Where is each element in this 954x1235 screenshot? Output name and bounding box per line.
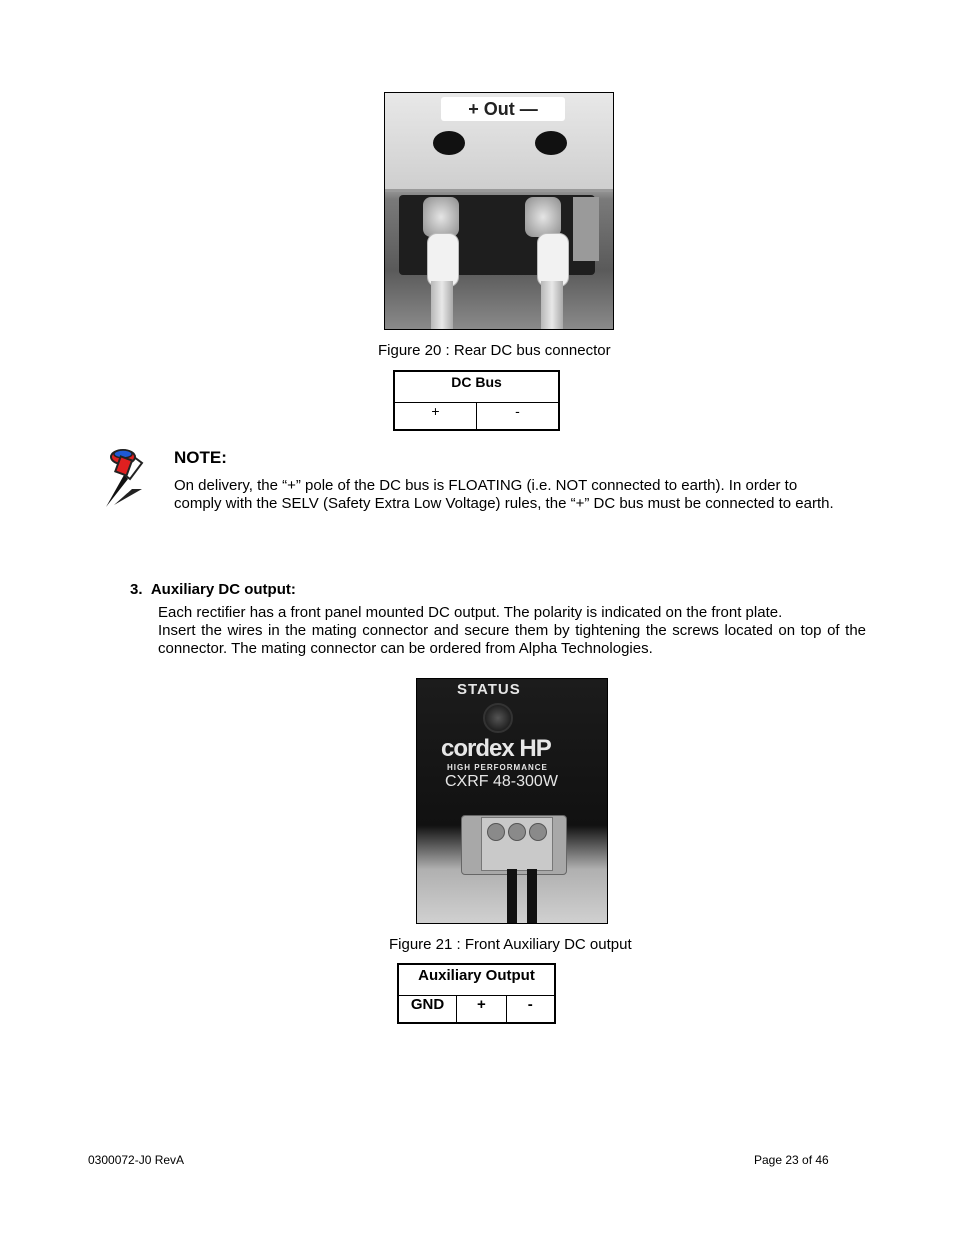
- photo-tagline-text: HIGH PERFORMANCE: [447, 763, 548, 772]
- aux-minus-cell: -: [506, 996, 555, 1024]
- photo-screw-3: [529, 823, 547, 841]
- photo-brand-text: cordex HP: [441, 735, 551, 762]
- aux-output-table: [397, 963, 556, 1024]
- section-3-line2: Insert the wires in the mating connector and secure them by tightening the screws located on top of the connector. The mating connector can be ordered from Alpha Technologies.: [158, 622, 866, 657]
- photo-wire-right: [541, 281, 563, 330]
- photo-wire-1: [507, 869, 517, 924]
- photo-sleeve-right: [537, 233, 569, 287]
- aux-output-header: Auxiliary Output: [398, 964, 555, 996]
- photo-model-text: CXRF 48-300W: [445, 773, 558, 790]
- photo-wire-left: [431, 281, 453, 330]
- photo-sleeve-left: [427, 233, 459, 287]
- section-3-heading: 3. Auxiliary DC output:: [130, 581, 296, 598]
- note-heading: NOTE:: [174, 448, 227, 467]
- photo-out-label: + Out —: [441, 97, 565, 121]
- photo-block: [573, 197, 599, 261]
- photo-screw-1: [487, 823, 505, 841]
- photo-lug-right: [525, 197, 561, 237]
- section-3-line1: Each rectifier has a front panel mounted DC output. The polarity is indicated on the front plate.: [158, 604, 783, 621]
- front-aux-dc-photo: [416, 678, 608, 924]
- photo-lug-left: [423, 197, 459, 237]
- aux-gnd-cell: GND: [398, 996, 457, 1024]
- footer-page-number: Page 23 of 46: [754, 1153, 829, 1167]
- photo-wire-2: [527, 869, 537, 924]
- photo-screw-2: [508, 823, 526, 841]
- pushpin-icon: [102, 445, 152, 509]
- dc-bus-plus-cell: +: [394, 403, 477, 431]
- photo-hole-left: [433, 131, 465, 155]
- footer-doc-id: 0300072-J0 RevA: [88, 1153, 185, 1167]
- figure-21-caption: Figure 21 : Front Auxiliary DC output: [389, 936, 632, 953]
- photo-hole-right: [535, 131, 567, 155]
- status-led-icon: [483, 703, 513, 733]
- figure-20-caption: Figure 20 : Rear DC bus connector: [378, 342, 611, 359]
- photo-status-text: STATUS: [457, 681, 521, 698]
- aux-plus-cell: +: [457, 996, 506, 1024]
- dc-bus-header: DC Bus: [394, 371, 559, 403]
- rear-dc-bus-photo: [384, 92, 614, 330]
- dc-bus-minus-cell: -: [477, 403, 560, 431]
- dc-bus-table: [393, 370, 560, 431]
- note-body: On delivery, the “+” pole of the DC bus is FLOATING (i.e. NOT connected to earth). In order to comply with the SELV (Safety Extra Low Voltage) rules, the “+” DC bus must be connected to earth.: [174, 477, 834, 512]
